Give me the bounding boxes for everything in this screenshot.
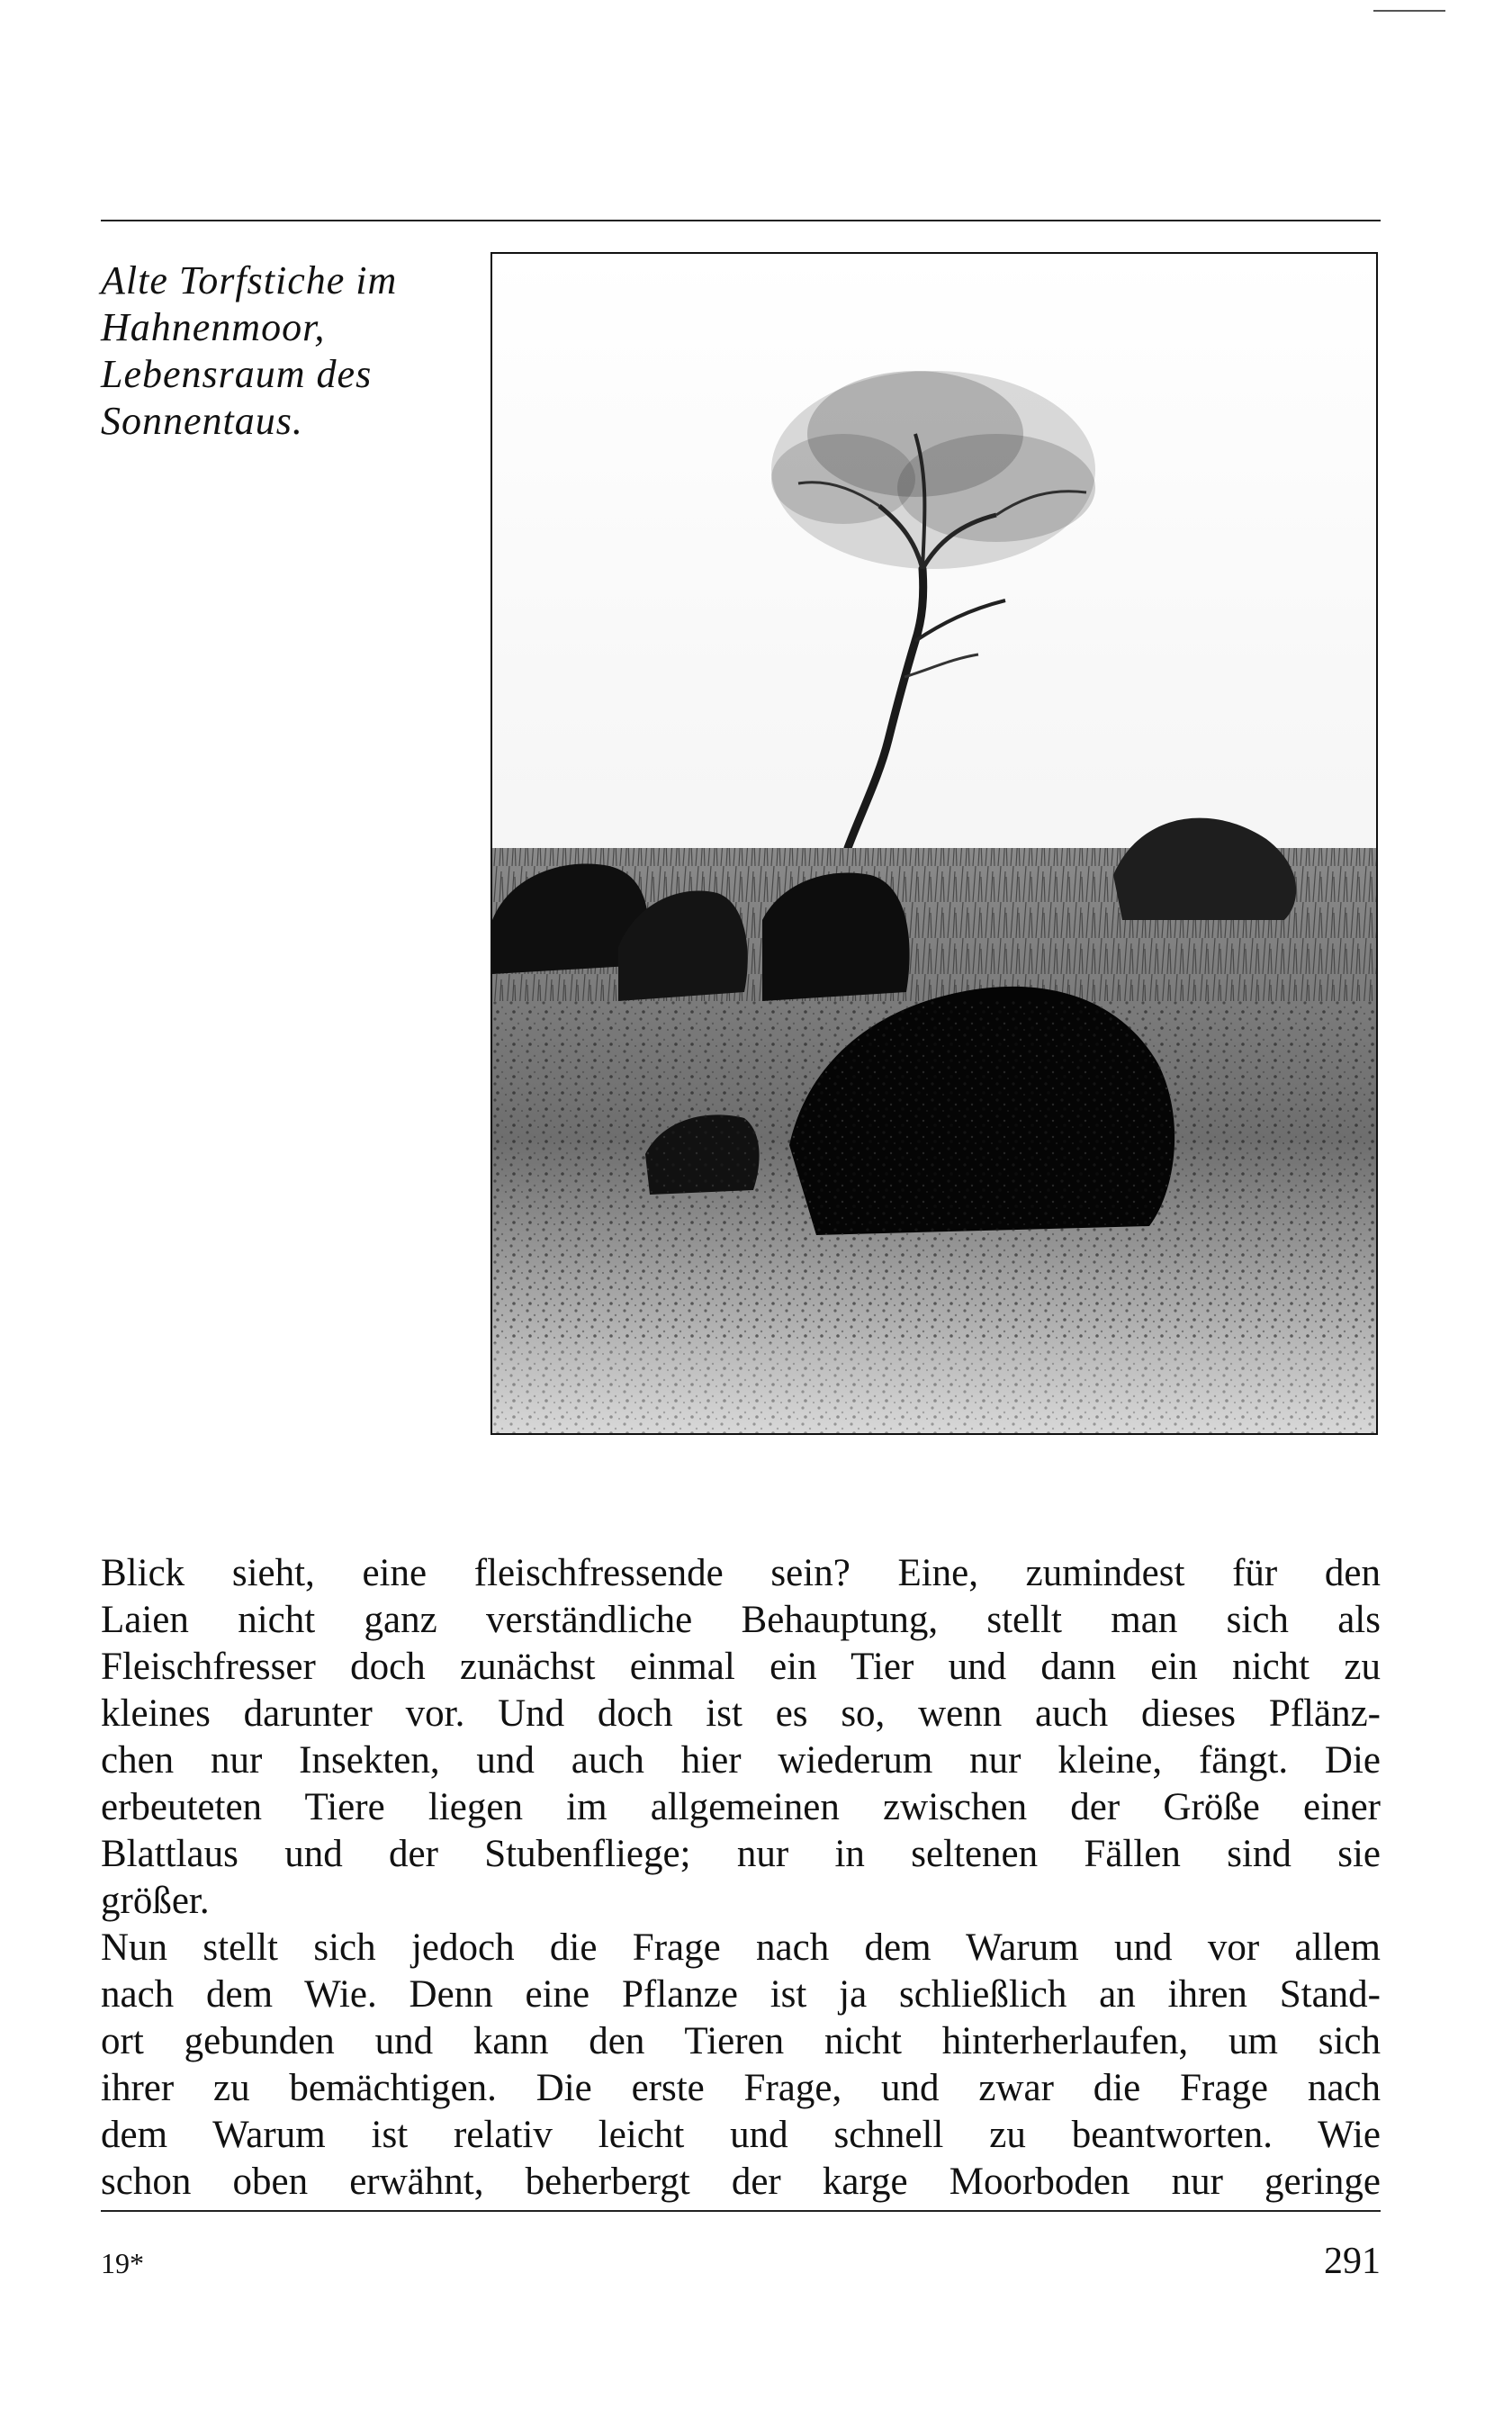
caption-line: Lebensraum des [101,352,373,396]
text-line: schon oben erwähnt, beherbergt der karge Moorboden nur geringe [101,2161,1381,2203]
text-line: ort gebunden und kann den Tieren nicht hinterherlaufen, um sich [101,2020,1381,2062]
bottom-rule [101,2210,1381,2212]
text-line: Laien nicht ganz verständliche Behauptung, stellt man sich als [101,1599,1381,1641]
text-line: nach dem Wie. Denn eine Pflanze ist ja schließlich an ihren Stand- [101,1973,1381,2016]
text-line: Blick sieht, eine fleischfressende sein? Eine, zumindest für den [101,1552,1381,1594]
photo-caption [101,257,479,445]
body-text [101,1550,1381,2206]
text-line: ihrer zu bemächtigen. Die erste Frage, und zwar die Frage nach [101,2067,1381,2109]
text-line: größer. [101,1880,210,1922]
text-line: Blattlaus und der Stubenfliege; nur in seltenen Fällen sind sie [101,1833,1381,1875]
text-line: chen nur Insekten, und auch hier wiederum nur kleine, fängt. Die [101,1739,1381,1782]
text-line: Nun stellt sich jedoch die Frage nach dem Warum und vor allem [101,1926,1381,1969]
caption-line: Sonnentaus. [101,399,303,443]
text-line: erbeuteten Tiere liegen im allgemeinen zwischen der Größe einer [101,1786,1381,1828]
top-rule [101,220,1381,221]
foreground-texture [492,1343,1376,1433]
caption-line: Hahnenmoor, [101,305,326,349]
ground-texture [492,1001,1376,1343]
page-edge-mark [1373,10,1445,12]
signature-mark: 19* [101,2247,144,2279]
moor-photograph [490,252,1378,1435]
text-line: dem Warum ist relativ leicht und schnell zu beantworten. Wie [101,2114,1381,2156]
text-line: kleines darunter vor. Und doch ist es so, wenn auch dieses Pflänz- [101,1692,1381,1735]
text-line: Fleischfresser doch zunächst einmal ein Tier und dann ein nicht zu [101,1646,1381,1688]
page-number: 291 [1324,2241,1381,2282]
caption-line: Alte Torfstiche im [101,258,398,302]
